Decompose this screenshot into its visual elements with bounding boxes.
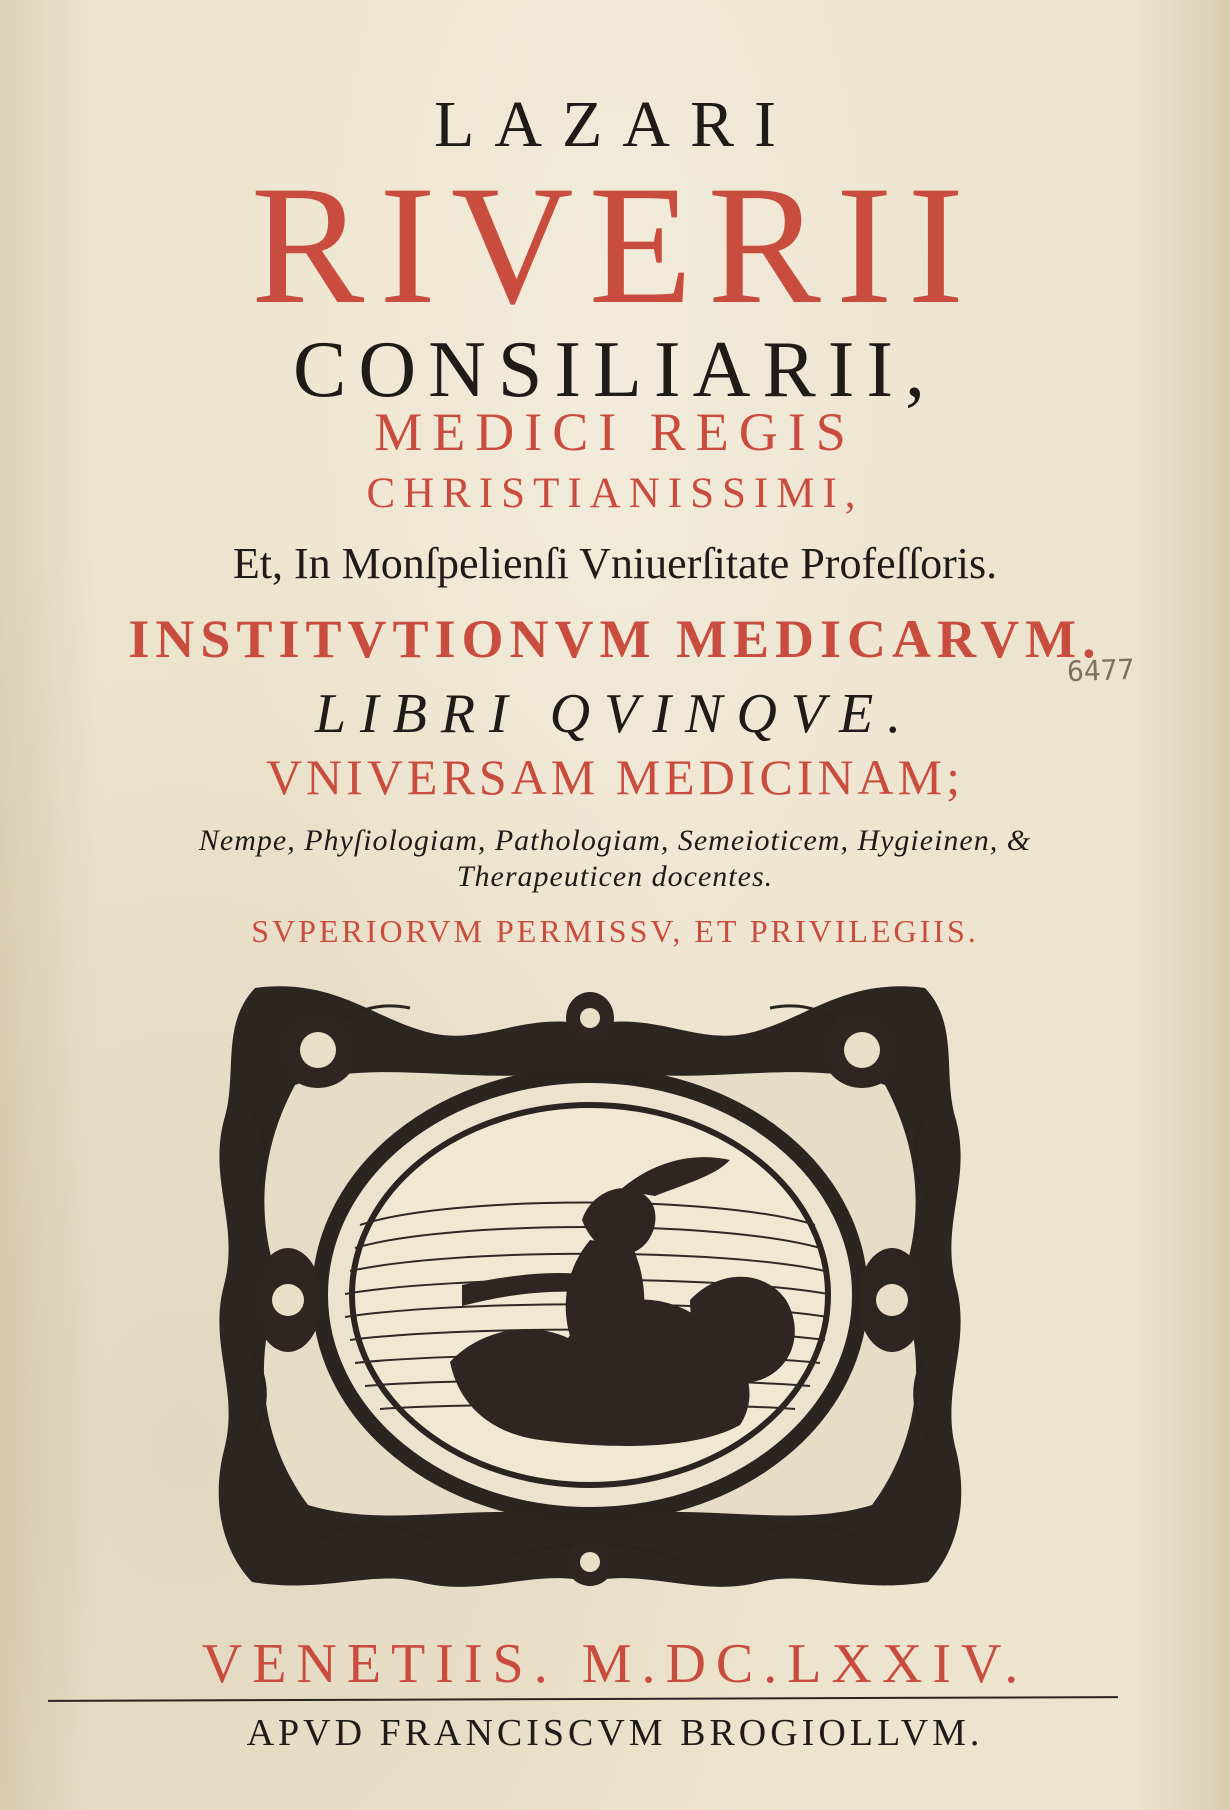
printer-device-illustration: [200, 970, 980, 1600]
imprint-place-date: VENETIIS. M.DC.LXXIV.: [201, 1633, 1029, 1695]
handwritten-shelfmark: 6477: [1066, 652, 1135, 689]
royal-physician-line: MEDICI REGIS: [374, 402, 856, 462]
books-line: LIBRI QVINQVE.: [314, 683, 916, 745]
author-surname: RIVERII: [250, 151, 980, 339]
subject-list-line-2: Therapeuticen docentes.: [456, 860, 774, 893]
permission-line: SVPERIORVM PERMISSV, ET PRIVILEGIIS.: [251, 913, 979, 949]
author-role: CONSILIARII,: [293, 326, 937, 414]
imprint-rule: [48, 1696, 1118, 1702]
author-first-name: LAZARI: [434, 88, 796, 161]
subject-list-line-1: Nempe, Phyſiologiam, Pathologiam, Semeioticem, Hygieinen, &: [198, 824, 1032, 857]
main-title: INSTITVTIONVM MEDICARVM.: [128, 609, 1102, 669]
publisher-line: APVD FRANCISCVM BROGIOLLVM.: [246, 1712, 984, 1754]
christianissimi-line: CHRISTIANISSIMI,: [366, 470, 864, 517]
universal-medicine-line: VNIVERSAM MEDICINAM;: [265, 749, 965, 805]
university-line: Et, In Monſpelienſi Vniuerſitate Profeſſoris.: [232, 539, 998, 588]
